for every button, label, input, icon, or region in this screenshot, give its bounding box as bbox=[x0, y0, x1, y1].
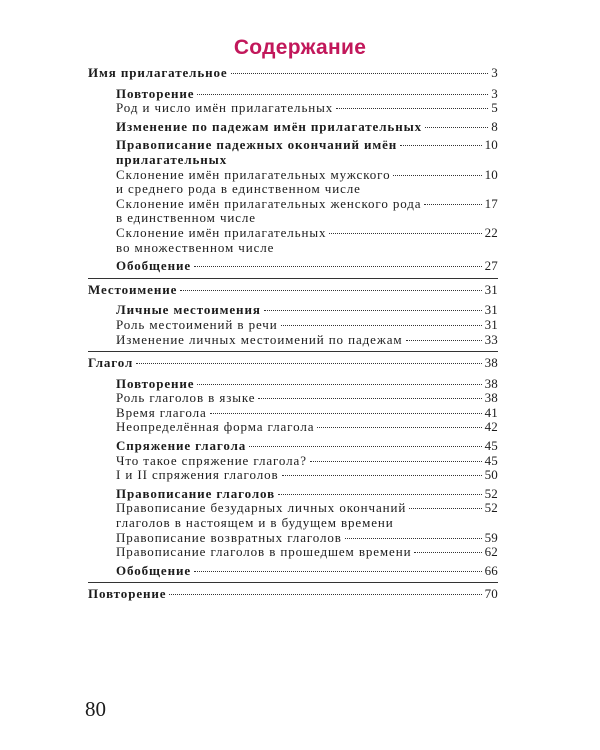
toc-entry-page: 10 bbox=[484, 166, 498, 182]
dot-leader bbox=[197, 94, 488, 95]
toc-entry-page: 22 bbox=[484, 224, 498, 240]
toc-entry-label: Склонение имён прилагательных женского рода в единственном числе bbox=[116, 195, 422, 226]
toc-subentry[interactable] bbox=[88, 454, 498, 469]
dot-leader bbox=[329, 233, 481, 234]
toc-entry-page: 45 bbox=[484, 452, 498, 468]
toc-entry-label: Местоимение bbox=[88, 281, 178, 297]
toc-subentry[interactable] bbox=[88, 406, 498, 421]
toc-entry-page: 3 bbox=[491, 65, 498, 80]
toc-entry-label: Правописание глаголов в прошедшем времени bbox=[116, 544, 412, 560]
toc-entry-page: 10 bbox=[484, 137, 498, 153]
toc-subentry[interactable] bbox=[88, 87, 498, 102]
toc-subentry[interactable] bbox=[88, 101, 498, 116]
toc-section-entry[interactable] bbox=[88, 587, 498, 602]
toc-entry-label: Что такое спряжение глагола? bbox=[116, 452, 307, 468]
dot-leader bbox=[317, 427, 481, 428]
dot-leader bbox=[231, 73, 489, 74]
dot-leader bbox=[281, 325, 482, 326]
section-divider bbox=[88, 278, 498, 279]
toc-entry-page: 33 bbox=[484, 331, 498, 347]
toc-subentry[interactable] bbox=[88, 391, 498, 406]
dot-leader bbox=[424, 204, 481, 205]
toc-subentry[interactable] bbox=[88, 377, 498, 392]
toc-entry-label: Правописание безударных личных окончаний глаголов в настоящем и в будущем времени bbox=[116, 500, 407, 531]
dot-leader bbox=[425, 127, 488, 128]
dot-leader bbox=[258, 398, 481, 399]
toc-entry-label: Повторение bbox=[116, 85, 195, 101]
toc-subentry[interactable] bbox=[88, 501, 498, 530]
toc-entry-page: 59 bbox=[484, 529, 498, 545]
table-of-contents bbox=[88, 66, 498, 602]
toc-subentry[interactable] bbox=[88, 564, 498, 579]
toc-subentry[interactable] bbox=[88, 226, 498, 255]
toc-entry-label: Время глагола bbox=[116, 404, 207, 420]
toc-entry-page: 38 bbox=[484, 375, 498, 391]
toc-entry-label: Изменение личных местоимений по падежам bbox=[116, 331, 403, 347]
toc-entry-page: 31 bbox=[484, 316, 498, 332]
toc-subentry[interactable] bbox=[88, 120, 498, 135]
toc-entry-label: I и II спряжения глаголов bbox=[116, 467, 279, 483]
toc-subentry[interactable] bbox=[88, 168, 498, 197]
toc-subentry[interactable] bbox=[88, 303, 498, 318]
toc-entry-page: 38 bbox=[484, 390, 498, 406]
toc-entry-page: 41 bbox=[484, 404, 498, 420]
dot-leader bbox=[336, 108, 488, 109]
toc-entry-page: 52 bbox=[484, 500, 498, 516]
toc-entry-label: Имя прилагательное bbox=[88, 65, 228, 80]
toc-subentry[interactable] bbox=[88, 487, 498, 502]
page-title: Содержание bbox=[233, 36, 367, 59]
toc-entry-page: 27 bbox=[484, 258, 498, 274]
dot-leader bbox=[400, 145, 481, 146]
toc-entry-page: 17 bbox=[484, 195, 498, 211]
dot-leader bbox=[414, 552, 481, 553]
dot-leader bbox=[197, 384, 481, 385]
toc-section-entry[interactable] bbox=[88, 66, 498, 81]
toc-subentry[interactable] bbox=[88, 420, 498, 435]
toc-entry-page: 3 bbox=[491, 85, 498, 101]
toc-entry-label: Глагол bbox=[88, 355, 134, 371]
toc-entry-page: 66 bbox=[484, 562, 498, 578]
toc-entry-label: Повторение bbox=[116, 375, 195, 391]
toc-subentry[interactable] bbox=[88, 333, 498, 348]
page-number: 80 bbox=[85, 697, 106, 721]
toc-entry-label: Повторение bbox=[88, 586, 167, 602]
toc-subentry[interactable] bbox=[88, 439, 498, 454]
dot-leader bbox=[180, 290, 481, 291]
toc-entry-page: 31 bbox=[484, 302, 498, 318]
dot-leader bbox=[310, 461, 482, 462]
toc-entry-label: Роль глаголов в языке bbox=[116, 390, 256, 406]
toc-subentry[interactable] bbox=[88, 259, 498, 274]
toc-entry-page: 50 bbox=[484, 467, 498, 483]
toc-entry-page: 38 bbox=[484, 355, 498, 371]
toc-entry-label: Личные местоимения bbox=[116, 302, 261, 318]
toc-entry-label: Обобщение bbox=[116, 258, 192, 274]
toc-entry-label: Спряжение глагола bbox=[116, 438, 247, 454]
dot-leader bbox=[210, 413, 482, 414]
toc-entry-label: Правописание падежных окончаний имён прилагательных bbox=[116, 137, 398, 167]
dot-leader bbox=[278, 494, 482, 495]
section-divider bbox=[88, 582, 498, 583]
toc-section-entry[interactable] bbox=[88, 283, 498, 298]
dot-leader bbox=[345, 538, 482, 539]
toc-entry-label: Правописание глаголов bbox=[116, 485, 276, 501]
dot-leader bbox=[393, 175, 481, 176]
dot-leader bbox=[136, 363, 481, 364]
toc-entry-label: Неопределённая форма глагола bbox=[116, 419, 315, 435]
toc-entry-page: 62 bbox=[484, 544, 498, 560]
toc-subentry[interactable] bbox=[88, 545, 498, 560]
toc-entry-page: 70 bbox=[484, 586, 498, 602]
toc-section-entry[interactable] bbox=[88, 356, 498, 371]
toc-entry-label: Правописание возвратных глаголов bbox=[116, 529, 342, 545]
dot-leader bbox=[264, 310, 482, 311]
dot-leader bbox=[169, 594, 481, 595]
toc-entry-label: Изменение по падежам имён прилагательных bbox=[116, 118, 423, 134]
toc-subentry[interactable] bbox=[88, 318, 498, 333]
dot-leader bbox=[282, 475, 482, 476]
dot-leader bbox=[194, 571, 482, 572]
toc-entry-page: 45 bbox=[484, 438, 498, 454]
toc-entry-label: Склонение имён прилагательных мужского и среднего рода в единственном числе bbox=[116, 166, 391, 197]
toc-entry-label: Склонение имён прилагательных во множественном числе bbox=[116, 224, 327, 255]
toc-entry-page: 42 bbox=[484, 419, 498, 435]
toc-entry-page: 31 bbox=[484, 281, 498, 297]
toc-entry-label: Обобщение bbox=[116, 562, 192, 578]
dot-leader bbox=[249, 446, 481, 447]
toc-subentry[interactable] bbox=[88, 468, 498, 483]
toc-entry-label: Роль местоимений в речи bbox=[116, 316, 278, 332]
toc-subentry[interactable] bbox=[88, 197, 498, 226]
toc-entry-page: 52 bbox=[484, 485, 498, 501]
toc-entry-page: 5 bbox=[491, 100, 498, 116]
dot-leader bbox=[409, 508, 481, 509]
toc-entry-page: 8 bbox=[491, 118, 498, 134]
toc-entry-label: Род и число имён прилагательных bbox=[116, 100, 334, 116]
dot-leader bbox=[406, 340, 482, 341]
toc-subentry[interactable] bbox=[88, 531, 498, 546]
toc-subentry[interactable] bbox=[88, 138, 498, 167]
section-divider bbox=[88, 351, 498, 352]
dot-leader bbox=[194, 266, 482, 267]
